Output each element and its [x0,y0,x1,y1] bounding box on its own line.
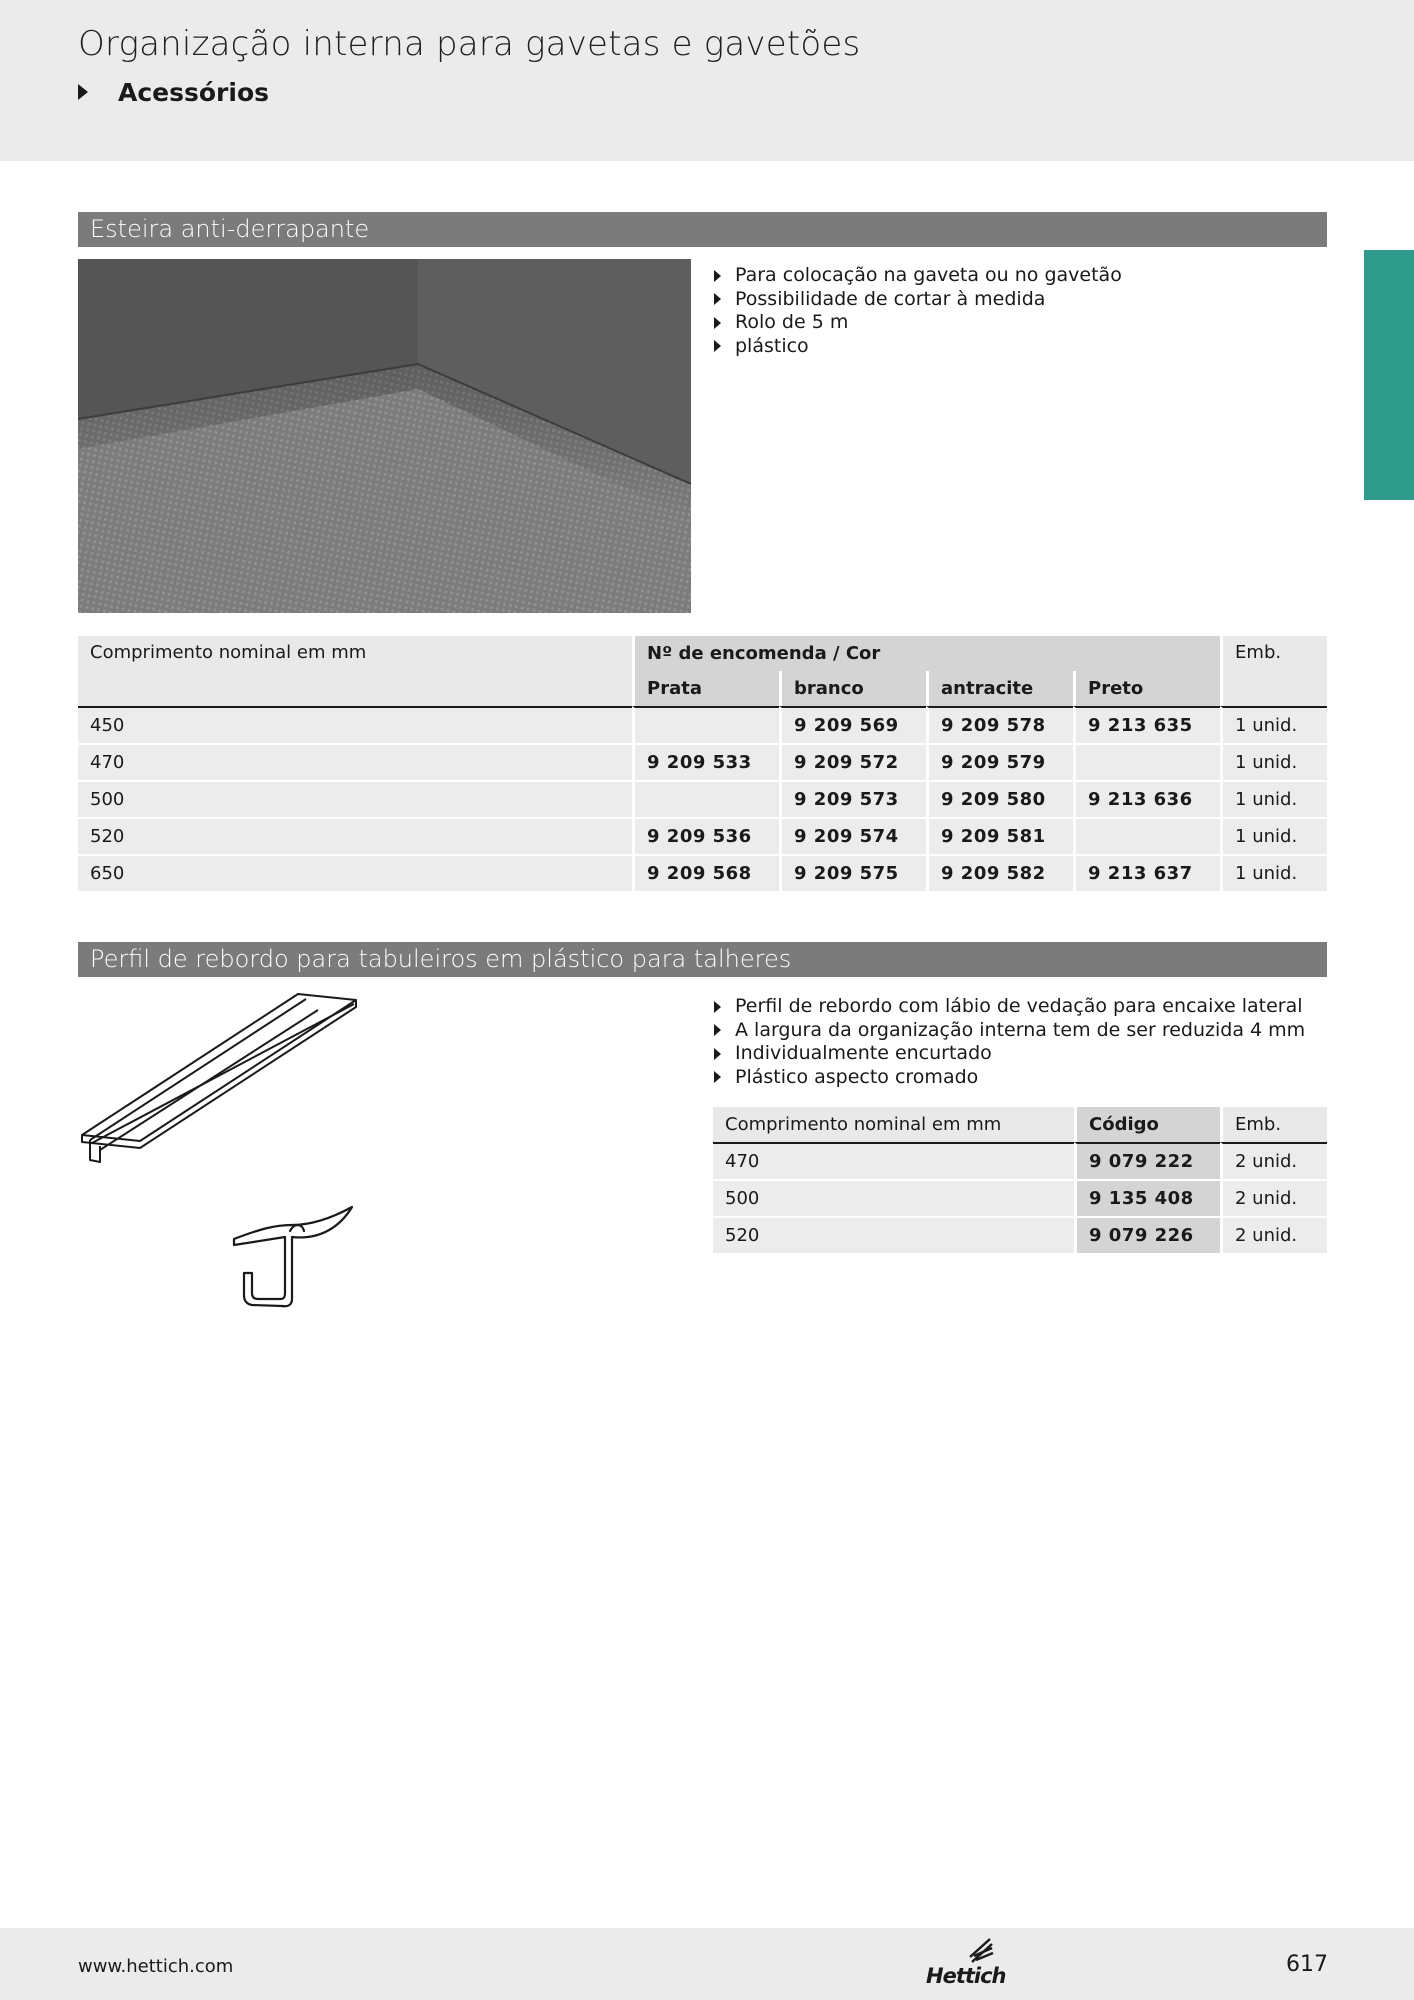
triangle-bullet-icon [714,1048,721,1060]
triangle-bullet-icon [714,1071,721,1083]
triangle-bullet-icon [714,317,721,329]
feature-item: plástico [714,335,1122,359]
feature-item: Individualmente encurtado [714,1042,1305,1066]
pack-cell: 1 unid. [1220,743,1327,780]
website-link[interactable]: www.hettich.com [78,1956,234,1977]
table-row [78,780,1327,817]
code-cell: 9 213 637 [1073,854,1220,891]
triangle-bullet-icon [78,84,88,100]
anti-slip-mat-photo [78,259,691,613]
table-row [78,743,1327,780]
code-cell [1073,817,1220,854]
table-row [78,706,1327,743]
column-header-pack: Emb. [1220,636,1327,706]
length-cell: 450 [78,706,632,743]
column-header-order-number: Nº de encomenda / Cor [632,636,1220,671]
code-cell: 9 209 536 [632,817,779,854]
section-title-anti-slip-mat: Esteira anti-derrapante [78,212,1327,247]
feature-item: Para colocação na gaveta ou no gavetão [714,264,1122,288]
column-header-length: Comprimento nominal em mm [78,636,632,706]
pack-cell: 1 unid. [1220,854,1327,891]
code-cell: 9 209 569 [779,706,926,743]
anti-slip-mat-features [714,264,1122,358]
edge-profile-section-drawing [230,1205,360,1313]
feature-item: Possibilidade de cortar à medida [714,288,1122,312]
pack-cell: 1 unid. [1220,706,1327,743]
code-cell: 9 209 573 [779,780,926,817]
triangle-bullet-icon [714,270,721,282]
length-cell: 470 [78,743,632,780]
column-header-pack: Emb. [1220,1107,1327,1142]
table-row [713,1179,1327,1216]
pack-cell: 2 unid. [1220,1142,1327,1179]
column-header-code: Código [1074,1107,1220,1142]
column-header-length: Comprimento nominal em mm [713,1107,1074,1142]
column-header-color: branco [779,671,926,706]
feature-item: A largura da organização interna tem de ser reduzida 4 mm [714,1019,1305,1043]
code-cell: 9 079 222 [1074,1142,1220,1179]
table-row [78,817,1327,854]
pack-cell: 1 unid. [1220,780,1327,817]
pack-cell: 2 unid. [1220,1216,1327,1253]
code-cell: 9 209 568 [632,854,779,891]
table-row [713,1142,1327,1179]
page-subtitle: Acessórios [118,77,270,107]
length-cell: 650 [78,854,632,891]
triangle-bullet-icon [714,1001,721,1013]
chapter-tab [1364,250,1414,500]
edge-profile-drawing [78,990,368,1170]
column-header-color: Preto [1073,671,1220,706]
length-cell: 500 [713,1179,1074,1216]
anti-slip-mat-table [78,636,1327,891]
code-cell: 9 213 636 [1073,780,1220,817]
code-cell: 9 209 578 [926,706,1073,743]
edge-profile-table [713,1107,1327,1253]
length-cell: 520 [78,817,632,854]
table-row [78,854,1327,891]
length-cell: 470 [713,1142,1074,1179]
hettich-logo [926,1938,1006,1990]
code-cell: 9 135 408 [1074,1179,1220,1216]
code-cell: 9 209 572 [779,743,926,780]
table-row [713,1216,1327,1253]
section-title-edge-profile: Perfil de rebordo para tabuleiros em plástico para talheres [78,942,1327,977]
code-cell: 9 209 574 [779,817,926,854]
subtitle-row [78,74,269,110]
code-cell: 9 079 226 [1074,1216,1220,1253]
page-header [0,0,1414,161]
length-cell: 520 [713,1216,1074,1253]
page-number: 617 [1286,1952,1328,1977]
code-cell: 9 209 533 [632,743,779,780]
feature-item: Perfil de rebordo com lábio de vedação para encaixe lateral [714,995,1305,1019]
code-cell: 9 209 580 [926,780,1073,817]
feature-item: Rolo de 5 m [714,311,1122,335]
logo-stripes-icon [966,1938,994,1964]
triangle-bullet-icon [714,293,721,305]
code-cell [632,706,779,743]
triangle-bullet-icon [714,340,721,352]
column-header-color: antracite [926,671,1073,706]
code-cell: 9 209 575 [779,854,926,891]
length-cell: 500 [78,780,632,817]
edge-profile-features [714,995,1305,1089]
pack-cell: 2 unid. [1220,1179,1327,1216]
pack-cell: 1 unid. [1220,817,1327,854]
page-footer [0,1928,1414,2000]
code-cell: 9 213 635 [1073,706,1220,743]
page-title: Organização interna para gavetas e gavetões [78,24,861,64]
feature-item: Plástico aspecto cromado [714,1066,1305,1090]
triangle-bullet-icon [714,1024,721,1036]
code-cell: 9 209 582 [926,854,1073,891]
code-cell: 9 209 579 [926,743,1073,780]
column-header-color: Prata [632,671,779,706]
code-cell [1073,743,1220,780]
logo-text: Hettich [926,1964,1006,1988]
code-cell: 9 209 581 [926,817,1073,854]
code-cell [632,780,779,817]
